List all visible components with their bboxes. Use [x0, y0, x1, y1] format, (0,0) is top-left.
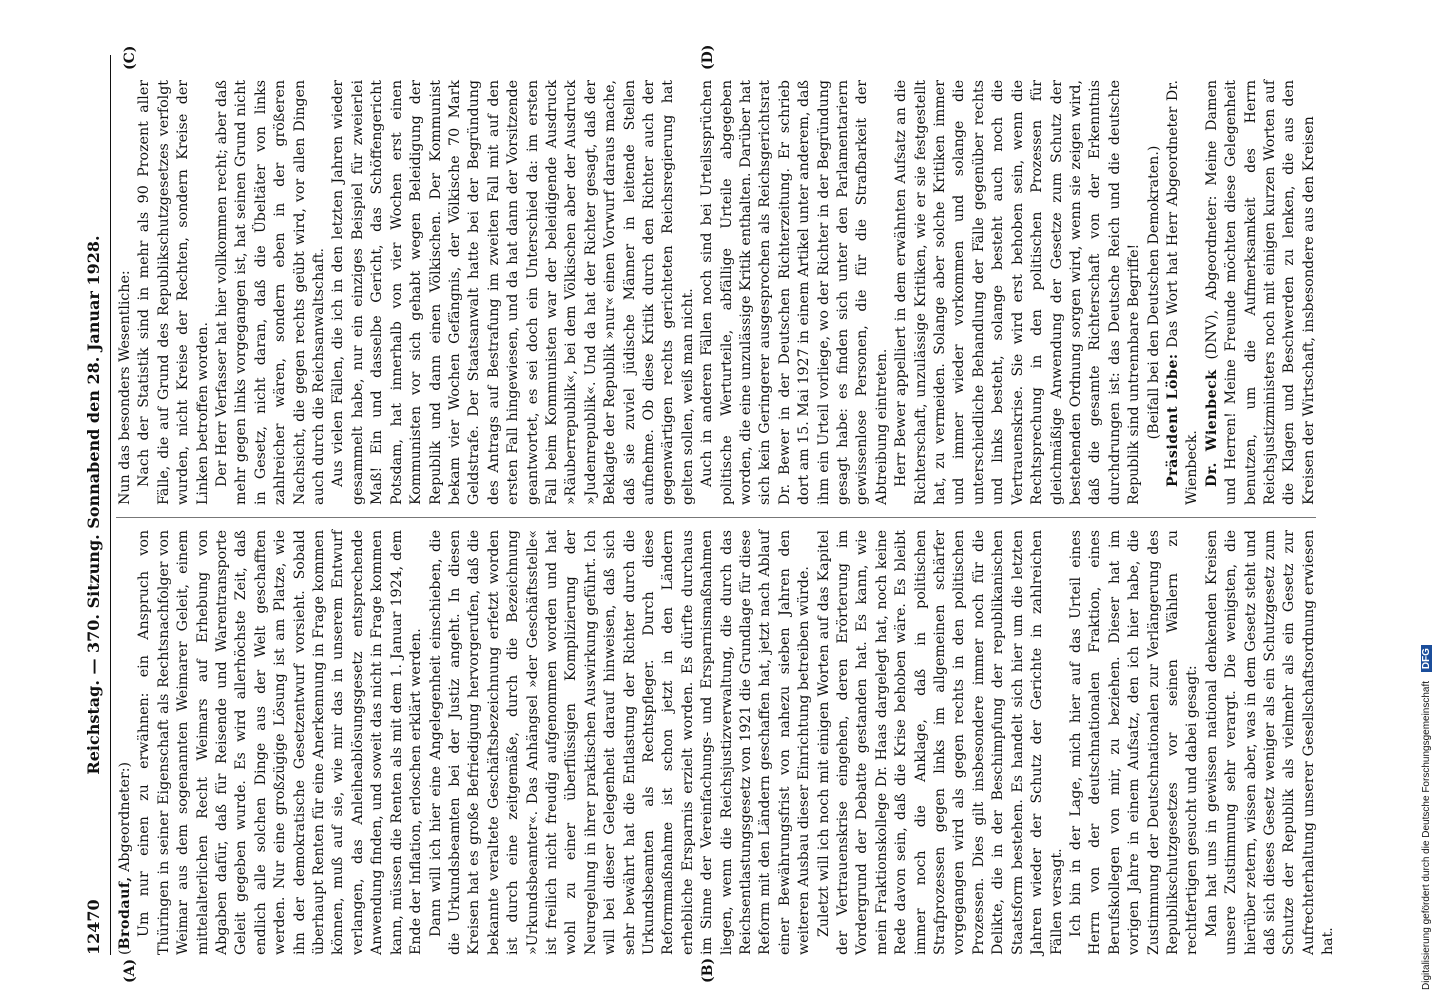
document-page	[80, 44, 1340, 983]
paragraph: Dann will ich hier eine Angelegenheit einschieben, die die Urkundsbeamten bei der Justiz angeht. In diesen Kreisen hat es große Befriedigung hervorgerufen, daß die bekannte veraltete Geschäftsbezeichnung erfetzt worden ist durch eine zeitgemäße, durch die Bezeichnung »Urkundsbeamter«. Das Anhängsel »der Geschäftsstelle« ist freilich nicht freudig aufgenommen worden und hat wohl zu einer überflüssigen Komplizierung der Neuregelung in ihrer praktischen Auswirkung geführt. Ich will bei dieser Gelegenheit darauf hinweisen, daß sich sehr bewährt hat die Entlastung der Richter durch die Urkundsbeamten als Rechtspfleger. Durch diese Reformmaßnahme ist schon jetzt in den Ländern erhebliche Ersparnis erzielt worden. Es dürfte durchaus im Sinne der Vereinfachungs- und Ersparnismaßnahmen liegen, wenn die Reichsjustizverwaltung, die durch das Reichsentlastungsgesetz von 1921 die Grundlage für diese Reform mit den Ländern geschaffen hat, jetzt nach Ablauf einer Bewährungsfrist von nahezu sieben Jahren den weiteren Ausbau dieser Einrichtung betreiben würde.	[427, 530, 813, 955]
text-column-right	[116, 80, 1316, 505]
page-header	[80, 55, 111, 955]
margin-marker-a: (A)	[122, 958, 138, 983]
speech-text: (DNV), Abgeordneter: Meine Damen und Herren! Meine Freunde möchten diese Gelegenheit benutzen, um die Aufmerksamkeit des Herrn Reichsjustizministers noch mit einigen kurzen Worten auf die Klagen und Beschwerden zu lenken, die aus den Kreisen der Wirtschaft, insbesondere aus den Kreisen	[1203, 80, 1317, 505]
column-divider	[116, 517, 1316, 518]
paragraph: Zuletzt will ich noch mit einigen Worten auf das Kapitel der Vertrauenskrise eingehen, deren Erörterung im Vordergrund der Debatte gestanden hat. Es kann, wie mein Fraktionskollege Dr. Haas dargelegt hat, noch keine Rede davon sein, daß die Krise behoben wäre. Es bleibt immer noch die Anklage, daß in politischen Strafprozessen gegen links im allgemeinen schärfer vorgegangen wird als gegen rechts in den politischen Prozessen. Dies gilt insbesondere immer noch für die Delikte, die in der Beschimpfung der republikanischen Staatsform bestehen. Es handelt sich hier um die letzten Jahren wieder der Schutz der Gerichte in zahlreichen Fällen versagt.	[815, 530, 1065, 955]
paragraph: Nun das besonders Wesentliche:	[117, 270, 133, 505]
speaker-role: Abgeordneter:)	[117, 761, 133, 872]
speaker-line	[116, 530, 135, 955]
paragraph: Nach der Statistik sind in mehr als 90 Prozent aller Fälle, die auf Grund des Republikschutzgesetzes verfolgt wurden, nicht Kreise der Rechten, sondern Kreise der Linken betroffen worden.	[136, 80, 211, 505]
speaker-name: Dr. Wienbeck	[1203, 369, 1220, 487]
margin-marker-c: (C)	[122, 45, 138, 70]
speaker-prefix: (	[117, 949, 133, 955]
dfg-logo: DFG	[1421, 645, 1432, 672]
paragraph: Man hat uns in gewissen national denkenden Kreisen unsere Zustimmung sehr verargt. Die wenigsten, die hierüber zetern, wissen aber, was in dem Gesetz steht und daß sich dieses Gesetz weniger als ein Schutzgesetz zum Schutze der Republik als vielmehr als ein Gesetz zur Aufrechterhaltung unserer Gesellschaftsordnung erwiesen hat.	[1203, 530, 1337, 955]
speaker-name: Brodauf,	[117, 876, 133, 950]
funding-note	[1418, 10, 1434, 990]
paragraph: Herr Bewer appelliert in dem erwähnten Aufsatz an die Richterschaft, unzulässige Kritiken, wie er sie festgestellt hat, zu vermeiden. Solange aber solche Kritiken immer und immer wieder vorkommen und solange die unterschiedliche Behandlung der Fälle gegenüber rechts und links besteht, solange besteht auch noch die Vertrauenskrise. Sie wird erst behoben sein, wenn die Rechtsprechung in den politischen Prozessen für gleichmäßige Anwendung der Gesetze zum Schutz der bestehenden Ordnung sorgen wird, wenn sie zeigen wird, daß die gesamte Richterschaft von der Erkenntnis durchdrungen ist: das Deutsche Reich und die deutsche Republik sind untrennbare Begriffe!	[893, 80, 1143, 505]
paragraph: Um nur einen zu erwähnen: ein Anspruch von Thüringen in seiner Eigenschaft als Rechtsnachfolger von Weimar aus dem sogenannten Weimarer Geleit, einem mittelalterlichen Recht Weimars auf Erhebung von Abgaben dafür, daß für Reisende und Warentransporte Geleit gegeben wurde. Es wird allerhöchste Zeit, daß endlich alle solchen Dinge aus der Welt geschafften werden. Nur eine großzügige Lösung ist am Platze, wie ihn der demokratische Gesetzentwurf vorsieht. Sobald überhaupt Renten für eine Anerkennung in Frage kommen können, muß auf sie, wie mir das in unserem Entwurf verlangen, das Anleiheablösungsgesetz entsprechende Anwendung finden, und soweit das nicht in Frage kommen kann, müssen die Renten als mit dem 1. Januar 1924, dem Ende der Inflation, erloschen erklärt werden.	[136, 530, 425, 955]
speech-paragraph	[1203, 80, 1319, 505]
applause-note: (Beifall bei den Deutschen Demokraten.)	[1145, 145, 1162, 440]
margin-marker-d: (D)	[700, 44, 716, 70]
text-column-left	[116, 530, 1337, 955]
president-line	[1164, 80, 1203, 505]
margin-marker-b: (B)	[700, 957, 716, 983]
funding-note-text: Digitalisierung gefördert durch die Deutsche Forschungsgemeinschaft	[1421, 680, 1432, 990]
page-title: Reichstag. — 370. Sitzung. Sonnabend den 28. Januar 1928.	[84, 235, 103, 775]
speech-text: Das Wort hat Herr Abgeordneter Dr. Wienbeck.	[1164, 80, 1201, 505]
paragraph: Der Herr Verfasser hat hier vollkommen recht; aber daß mehr gegen links vorgegangen ist, hat seinen Grund nicht in Gesetz, nicht daran, daß die Übeltäter von links zahlreicher wären, sondern eben in der größeren Nachsicht, die gegen rechts geübt wird, vor allen Dingen auch durch die Reichsanwaltschaft.	[214, 80, 328, 505]
paragraph: Aus vielen Fällen, die ich in den letzten Jahren wieder gesammelt habe, nur ein einziges Beispiel für zweierlei Maß! Ein und dasselbe Gericht, das Schöffengericht Potsdam, hat innerhalb von vier Wochen erst einen Kommunisten vor sich gehabt wegen Beleidigung der Republik und dann einen Völkischen. Der Kommunist bekam vier Wochen Gefängnis, der Völkische 70 Mark Geldstrafe. Der Staatsanwalt hatte bei der Begründung des Antrags auf Bestrafung im zweiten Fall mit auf den ersten Fall hingewiesen, und da hat dann der Vorsitzende geantwortet, es sei doch ein Unterschied da: im ersten Fall beim Kommunisten war der beleidigende Ausdruck »Räuberrepublik«, bei dem Völkischen aber der Ausdruck »Judenrepublik«. Und da hat der Richter gesagt, daß der Beklagte der Republik »nur« einen Vorwurf daraus mache, daß sie zuviel jüdische Männer in leitende Stellen aufnehme. Ob diese Kritik durch den Richter auch der gegenwärtigen rechts gerichteten Reichsregierung hat gelten sollen, weiß man nicht.	[330, 80, 696, 505]
paragraph: Ich bin in der Lage, mich hier auf das Urteil eines Herrn von der deutschnationalen Fraktion, eines Berufskollegen von mir, zu beziehen. Dieser hat im vorigen Jahre in einem Aufsatz, den ich hier habe, die Zustimmung der Deutschnationalen zur Verlängerung des Republikschutzgesetzes vor seinen Wählern zu rechtfertigen gesucht und dabei gesagt:	[1067, 530, 1201, 955]
page-number: 12470	[84, 899, 103, 955]
speaker-name: Präsident Löbe:	[1164, 353, 1181, 487]
paragraph: Auch in anderen Fällen noch sind bei Urteilssprüchen politische Werturteile, abfällige Urteile abgegeben worden, die eine unzulässige Kritik enthalten. Darüber hat sich kein Geringerer ausgesprochen als Reichsgerichtsrat Dr. Bewer in der Deutschen Richterzeitung. Er schrieb dort am 15. Mai 1927 in einem Artikel unter anderem, daß ihm ein Urteil vorliege, wo der Richter in der Begründung gesagt habe: es finden sich unter den Parlamentariern gewissenlose Personen, die für die Strafbarkeit der Abtreibung eintreten.	[699, 80, 890, 505]
